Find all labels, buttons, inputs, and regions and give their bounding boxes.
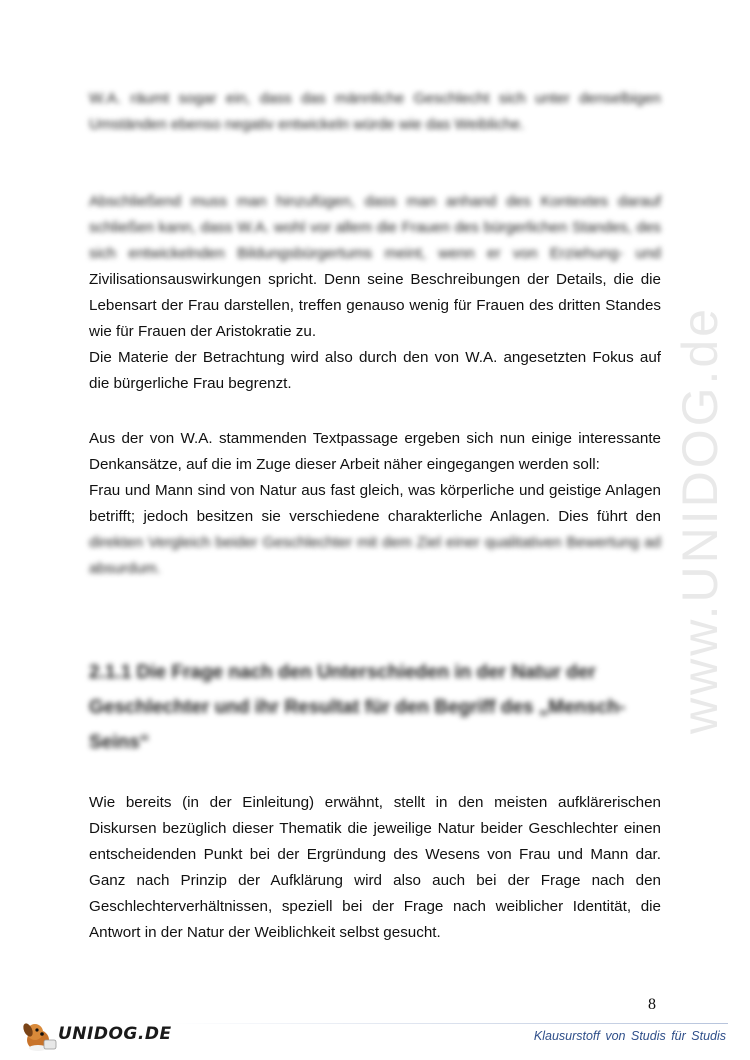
unidog-logo — [20, 1018, 172, 1054]
paragraph-2 — [89, 189, 661, 345]
dog-icon — [20, 1018, 60, 1054]
section-heading: 2.1.1 Die Frage nach den Unterschieden in der Natur der Geschlechter und ihr Resultat für den Begriff des „Mensch-Seins“ — [89, 662, 626, 753]
paragraph-5-clear: Frau und Mann sind von Natur aus fast gleich, was körperliche und geistige Anlagen betrifft; jedoch besitzen sie verschiedene charakterliche Anlagen. Dies führt den — [89, 482, 661, 525]
paragraph-2-clear: Zivilisationsauswirkungen spricht. Denn seine Beschreibungen der Details, die die Lebensart der Frau darstellen, treffen genauso wenig für Frauen des dritten Standes wie für Frauen der Aristokratie zu. — [89, 271, 661, 340]
body-paragraph: Wie bereits (in der Einleitung) erwähnt, stellt in den meisten aufklärerischen Diskursen bezüglich dieser Thematik die jeweilige Natur beider Geschlechter einen entscheidenden Punkt bei der Ergründung des Wesens von Frau und Mann dar. Ganz nach Prinzip der Aufklärung wird also auch bei der Frage nach den Geschlechterverhältnissen, speziell bei der Frage nach weiblicher Identität, die Antwort in der Natur der Weiblichkeit selbst gesucht. — [89, 794, 661, 941]
footer-tagline: Klausurstoff von Studis für Studis — [533, 1029, 726, 1043]
watermark: www.UNIDOG.de — [672, 306, 728, 734]
paragraph-2-blurred: Abschließend muss man hinzufügen, dass man anhand des Kontextes darauf schließen kann, dass W.A. wohl vor allem die Frauen des bürgerlichen Standes, des sich entwickelnden Bildungsbürgertums meint, wenn er von Erziehung- und — [89, 193, 661, 262]
paragraph-1: W.A. räumt sogar ein, dass das männliche Geschlecht sich unter denselbigen Umständen ebenso negativ entwickeln würde wie das Weibliche. — [89, 90, 661, 133]
paragraph-4: Aus der von W.A. stammenden Textpassage ergeben sich nun einige interessante Denkansätze, auf die im Zuge dieser Arbeit näher eingegangen werden soll: — [89, 430, 661, 473]
paragraph-5-blurred: direkten Vergleich beider Geschlechter mit dem Ziel einer qualitativen Bewertung ad absurdum. — [89, 534, 661, 577]
paragraph-5 — [89, 478, 661, 582]
footer-divider — [170, 1023, 728, 1024]
page-number: 8 — [648, 996, 656, 1013]
logo-text: UNIDOG.DE — [58, 1024, 172, 1044]
paragraph-3: Die Materie der Betrachtung wird also durch den von W.A. angesetzten Fokus auf die bürgerliche Frau begrenzt. — [89, 349, 661, 392]
